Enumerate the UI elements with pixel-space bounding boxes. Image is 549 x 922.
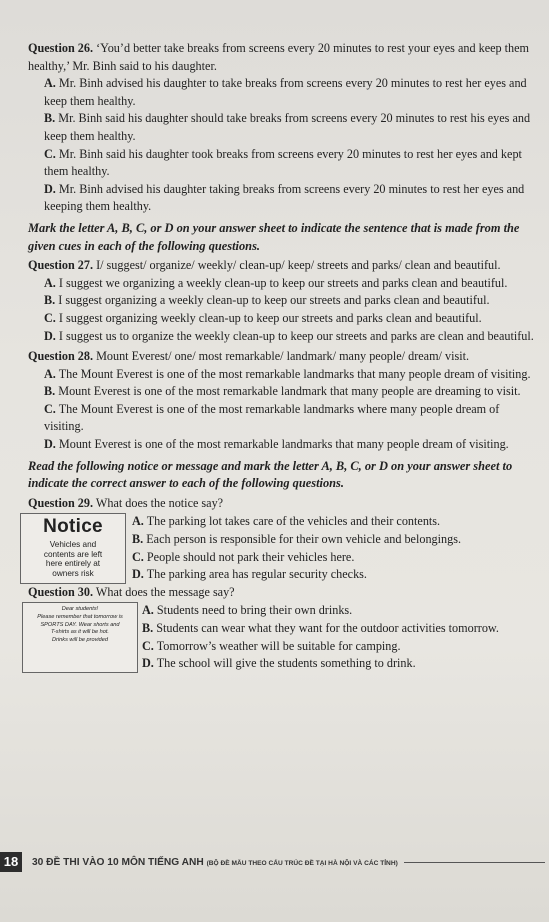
option-letter: B.: [142, 621, 154, 635]
option-text: I suggest organizing weekly clean-up to keep our streets and parks clean and beautiful.: [58, 310, 482, 325]
page-footer: [0, 852, 549, 872]
notice-line: contents are left: [43, 549, 103, 559]
options-29: [132, 513, 461, 583]
option-30b: [142, 620, 499, 638]
message-row: [28, 602, 538, 672]
option-30d: [142, 655, 499, 673]
option-30c: [142, 638, 499, 656]
notice-row: [28, 513, 538, 583]
option-text: The Mount Everest is one of the most remarkable landmarks where many people dream of visiting.: [44, 401, 500, 434]
option-text: Students can wear what they want for the outdoor activities tomorrow.: [156, 621, 499, 635]
option-text: I suggest we organizing a weekly clean-up to keep our streets and parks clean and beautiful.: [58, 275, 508, 290]
option-29c: [132, 549, 461, 567]
book-title-subtitle: (BỘ ĐỀ MẪU THEO CẤU TRÚC ĐỀ TẠI HÀ NỘI VÀ CÁC TỈNH): [206, 859, 398, 867]
footer-rule: [404, 862, 545, 863]
option-29a: [132, 513, 461, 531]
question-30: [28, 584, 538, 602]
option-letter: D.: [44, 181, 56, 196]
page-content: [28, 40, 538, 673]
message-line: Dear students!: [61, 606, 99, 613]
option-text: Mr. Binh said his daughter took breaks from screens every 20 minutes to rest her eyes and kept them healthy.: [44, 146, 522, 179]
question-label: Question 29.: [28, 495, 94, 510]
notice-sign: [20, 513, 126, 583]
option-28c: [44, 401, 538, 436]
option-text: Mount Everest is one of the most remarkable landmarks that many people dream of visiting.: [58, 437, 509, 452]
option-letter: A.: [44, 366, 56, 381]
option-27d: [44, 328, 538, 346]
option-text: The Mount Everest is one of the most remarkable landmarks that many people dream of visiting.: [58, 366, 531, 381]
option-letter: C.: [44, 401, 56, 416]
option-27b: [44, 292, 538, 310]
book-title-main: 30 ĐỀ THI VÀO 10 MÔN TIẾNG ANH: [32, 856, 204, 868]
book-title: [32, 857, 398, 868]
notice-line: here entirely at: [45, 559, 101, 569]
option-29d: [132, 566, 461, 584]
message-line: Please remember that tomorrow is: [37, 614, 123, 620]
option-letter: A.: [132, 514, 144, 529]
option-text: Tomorrow’s weather will be suitable for camping.: [156, 638, 401, 653]
question-stem: Mount Everest/ one/ most remarkable/ landmark/ many people/ dream/ visit.: [96, 349, 470, 364]
notice-title: Notice: [43, 516, 103, 538]
question-26: [28, 40, 538, 75]
option-letter: D.: [44, 437, 56, 452]
option-text: Mr. Binh advised his daughter to take breaks from screens every 20 minutes to rest her eyes and keep them healthy.: [44, 76, 527, 108]
option-letter: C.: [132, 549, 144, 564]
option-letter: C.: [44, 310, 56, 325]
option-text: The school will give the students something to drink.: [156, 656, 416, 671]
option-28a: [44, 366, 538, 384]
notice-line: Vehicles and: [49, 540, 97, 550]
question-29: [28, 495, 538, 513]
question-27: [28, 257, 538, 275]
message-line: SPORTS DAY. Wear shorts and: [40, 621, 120, 628]
option-letter: B.: [132, 532, 144, 547]
notice-line: owners risk: [52, 568, 94, 578]
option-letter: B.: [44, 293, 56, 308]
question-label: Question 27.: [28, 258, 94, 273]
option-text: The parking area has regular security checks.: [146, 567, 367, 582]
option-26b: [44, 110, 538, 145]
option-text: Mount Everest is one of the most remarkable landmark that many people are dreaming to visit.: [58, 384, 521, 399]
option-text: Each person is responsible for their own vehicle and belongings.: [146, 532, 461, 547]
option-letter: A.: [44, 76, 56, 91]
option-26d: [44, 181, 538, 216]
option-letter: B.: [44, 111, 56, 126]
question-stem: What does the notice say?: [95, 495, 224, 510]
option-letter: A.: [44, 275, 56, 290]
option-letter: C.: [142, 638, 154, 653]
option-28d: [44, 436, 538, 454]
option-29b: [132, 531, 461, 549]
option-text: I suggest us to organize the weekly clean-up to keep our streets and parks are clean and beautiful.: [58, 328, 534, 343]
option-letter: D.: [142, 656, 154, 671]
option-letter: B.: [44, 384, 56, 399]
option-text: Mr. Binh advised his daughter taking breaks from screens every 20 minutes to rest her eyes and keeping them healthy.: [44, 181, 525, 214]
question-label: Question 28.: [28, 349, 94, 364]
question-28: [28, 348, 538, 366]
page-number: 18: [0, 852, 22, 872]
option-text: The parking lot takes care of the vehicles and their contents.: [146, 514, 441, 529]
question-stem: I/ suggest/ organize/ weekly/ clean-up/ keep/ streets and parks/ clean and beautiful.: [96, 258, 501, 273]
instruction-notice: Read the following notice or message and mark the letter A, B, C, or D on your answer sheet to indicate the correct answer to each of the following questions.: [28, 458, 513, 491]
option-letter: D.: [132, 567, 144, 582]
option-26c: [44, 146, 538, 181]
option-letter: C.: [44, 146, 56, 161]
question-label: Question 30.: [28, 584, 94, 599]
option-27c: [44, 310, 538, 328]
question-stem: What does the message say?: [95, 584, 235, 599]
option-28b: [44, 383, 538, 401]
notice-text: [24, 540, 122, 578]
option-30a: [142, 602, 499, 620]
question-stem: ‘You’d better take breaks from screens every 20 minutes to rest your eyes and keep them healthy,’ Mr. Binh said to his daughter.: [28, 41, 530, 73]
option-letter: D.: [44, 328, 56, 343]
option-text: Students need to bring their own drinks.: [156, 603, 353, 618]
message-note: [22, 602, 138, 672]
message-line: T-shirts as it will be hot.: [51, 629, 109, 636]
message-line: Drinks will be provided: [52, 636, 108, 643]
option-text: People should not park their vehicles here.: [146, 549, 355, 564]
option-text: I suggest organizing a weekly clean-up to keep our streets and parks clean and beautiful.: [58, 293, 490, 308]
option-27a: [44, 275, 538, 293]
option-letter: A.: [142, 603, 154, 618]
options-30: [142, 602, 499, 672]
question-label: Question 26.: [28, 41, 94, 55]
option-text: Mr. Binh said his daughter should take breaks from screens every 20 minutes to rest his eyes and keep them healthy.: [44, 111, 531, 143]
option-26a: [44, 75, 538, 110]
instruction-cues: Mark the letter A, B, C, or D on your answer sheet to indicate the sentence that is made from the given cues in each of the following questions.: [28, 220, 520, 253]
